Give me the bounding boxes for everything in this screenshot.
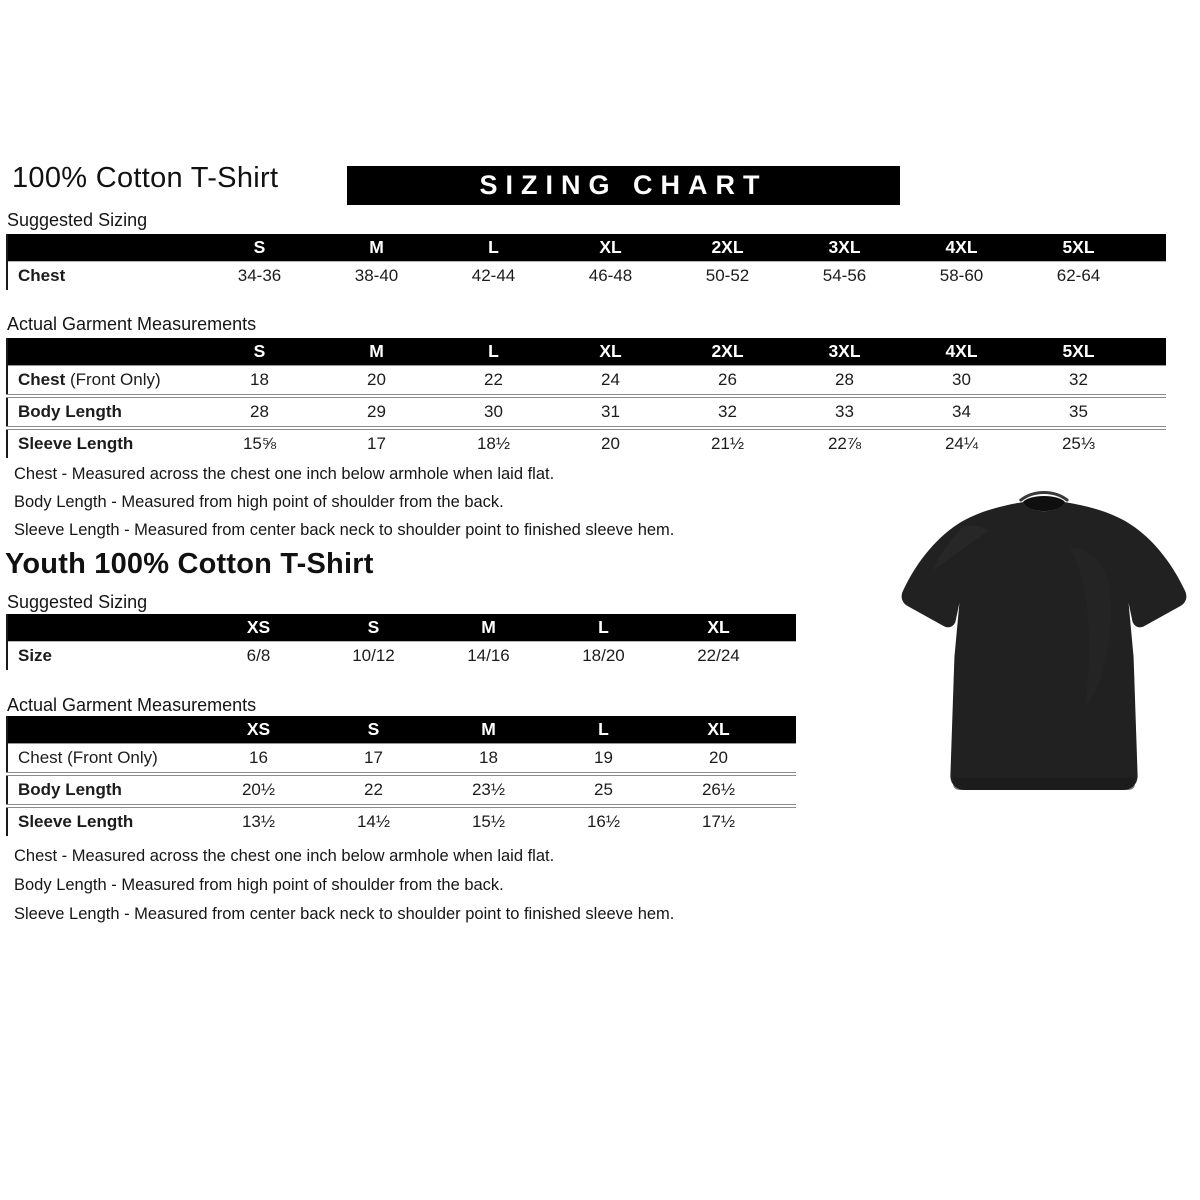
measurement-value: 26½ [701,780,736,799]
measurement-value: 18/20 [582,646,625,665]
measurement-value: 30 [484,402,503,421]
measurement-value: 33 [835,402,854,421]
measurement-value: 22⅞ [827,434,862,453]
size-column-header: M [318,338,435,366]
size-column-header: M [318,234,435,262]
spacer-header-cell [776,716,796,744]
measurement-row [7,396,1166,428]
measurement-value: 19 [594,748,613,767]
measurement-row [7,366,1166,397]
spacer-cell [1137,428,1166,458]
spacer-header-cell [1137,338,1166,366]
empty-header-cell [7,338,201,366]
spacer-cell [776,774,796,806]
youth-actual-measurements-label: Actual Garment Measurements [7,695,257,715]
spacer-cell [776,744,796,775]
size-column-header: XS [201,614,316,642]
youth-measurement-notes [14,842,674,929]
sizing-chart-banner: SIZING CHART [347,166,900,205]
size-header-row [7,234,1166,262]
measurement-row-label: Body Length [18,402,122,421]
adult-measurement-notes [14,460,674,544]
measurement-value: 32 [1069,370,1088,389]
measurement-value: 16½ [586,812,621,831]
size-column-header: S [316,614,431,642]
youth-section-title: Youth 100% Cotton T-Shirt [5,548,374,580]
spacer-cell [1137,262,1166,291]
size-column-header: XL [552,338,669,366]
measurement-value: 34 [952,402,971,421]
measurement-value: 50-52 [705,266,750,285]
adult-section-title: 100% Cotton T-Shirt [12,162,279,194]
measurement-row-label: Sleeve Length [18,434,134,453]
measurement-row-label: Body Length [18,780,122,799]
size-column-header: S [201,234,318,262]
measurement-value: 30 [952,370,971,389]
size-column-header: 3XL [786,234,903,262]
measurement-row-label: Chest [18,266,66,285]
size-header-row [7,614,796,642]
empty-header-cell [7,614,201,642]
spacer-cell [776,806,796,836]
measurement-value: 18 [479,748,498,767]
measurement-row-label: Chest (Front Only) [18,370,161,389]
note-body-length: Body Length - Measured from high point of shoulder from the back. [14,876,504,894]
measurement-value: 6/8 [246,646,271,665]
measurement-value: 25⅓ [1061,434,1096,453]
measurement-value: 29 [367,402,386,421]
note-sleeve-length: Sleeve Length - Measured from center back neck to shoulder point to finished sleeve hem. [14,521,675,539]
size-column-header: XL [552,234,669,262]
measurement-value: 24 [601,370,620,389]
measurement-value: 17 [364,748,383,767]
measurement-row-label: Size [18,646,53,665]
spacer-header-cell [1137,234,1166,262]
measurement-value: 34-36 [237,266,282,285]
measurement-value: 22/24 [697,646,740,665]
size-column-header: XL [661,716,776,744]
spacer-header-cell [776,614,796,642]
measurement-row-label: Chest (Front Only) [18,748,158,767]
measurement-row-label: Sleeve Length [18,812,134,831]
measurement-value: 62-64 [1056,266,1101,285]
measurement-value: 26 [718,370,737,389]
adult-suggested-sizing-table [6,234,1166,290]
measurement-value: 58-60 [939,266,984,285]
measurement-value: 13½ [241,812,276,831]
measurement-value: 20 [709,748,728,767]
note-chest: Chest - Measured across the chest one inch below armhole when laid flat. [14,465,555,483]
size-column-header: L [435,234,552,262]
measurement-row [7,428,1166,458]
size-column-header: 5XL [1020,234,1137,262]
note-body-length: Body Length - Measured from high point of shoulder from the back. [14,493,504,511]
measurement-row [7,774,796,806]
size-column-header: L [546,614,661,642]
measurement-value: 21½ [710,434,745,453]
spacer-cell [776,642,796,671]
note-chest: Chest - Measured across the chest one inch below armhole when laid flat. [14,847,555,865]
youth-actual-measurements-table [6,716,796,836]
size-column-header: 3XL [786,338,903,366]
size-column-header: S [201,338,318,366]
size-header-row [7,338,1166,366]
measurement-value: 31 [601,402,620,421]
size-column-header: 2XL [669,338,786,366]
measurement-value: 18½ [476,434,511,453]
size-column-header: M [431,614,546,642]
measurement-value: 20½ [241,780,276,799]
measurement-row [7,262,1166,291]
measurement-value: 24¼ [944,434,979,453]
size-column-header: XS [201,716,316,744]
measurement-value: 10/12 [352,646,395,665]
measurement-value: 54-56 [822,266,867,285]
measurement-row [7,642,796,671]
adult-suggested-sizing-label: Suggested Sizing [7,210,148,230]
adult-actual-measurements-label: Actual Garment Measurements [7,314,257,334]
measurement-value: 22 [364,780,383,799]
measurement-row [7,806,796,836]
note-sleeve-length: Sleeve Length - Measured from center back neck to shoulder point to finished sleeve hem. [14,905,675,923]
tshirt-graphic [893,480,1195,804]
black-tshirt-image [893,480,1195,804]
measurement-value: 14½ [356,812,391,831]
youth-suggested-sizing-table [6,614,796,670]
measurement-value: 28 [250,402,269,421]
empty-header-cell [7,716,201,744]
size-column-header: L [435,338,552,366]
spacer-cell [1137,366,1166,397]
measurement-value: 38-40 [354,266,399,285]
measurement-value: 32 [718,402,737,421]
size-column-header: L [546,716,661,744]
measurement-value: 20 [367,370,386,389]
measurement-value: 17½ [701,812,736,831]
size-column-header: 2XL [669,234,786,262]
measurement-value: 20 [601,434,620,453]
measurement-value: 17 [367,434,386,453]
measurement-value: 23½ [471,780,506,799]
measurement-row [7,744,796,775]
measurement-value: 42-44 [471,266,516,285]
measurement-value: 15½ [471,812,506,831]
measurement-value: 22 [484,370,503,389]
measurement-value: 14/16 [467,646,510,665]
adult-actual-measurements-table [6,338,1166,458]
tshirt-body [902,502,1187,790]
size-column-header: M [431,716,546,744]
size-column-header: 4XL [903,234,1020,262]
measurement-value: 18 [250,370,269,389]
measurement-value: 25 [594,780,613,799]
size-header-row [7,716,796,744]
empty-header-cell [7,234,201,262]
measurement-value: 16 [249,748,268,767]
spacer-cell [1137,396,1166,428]
size-column-header: 5XL [1020,338,1137,366]
measurement-value: 46-48 [588,266,633,285]
size-column-header: 4XL [903,338,1020,366]
youth-suggested-sizing-label: Suggested Sizing [7,592,148,612]
size-column-header: XL [661,614,776,642]
measurement-value: 15⅝ [242,434,277,453]
size-column-header: S [316,716,431,744]
measurement-value: 35 [1069,402,1088,421]
measurement-value: 28 [835,370,854,389]
